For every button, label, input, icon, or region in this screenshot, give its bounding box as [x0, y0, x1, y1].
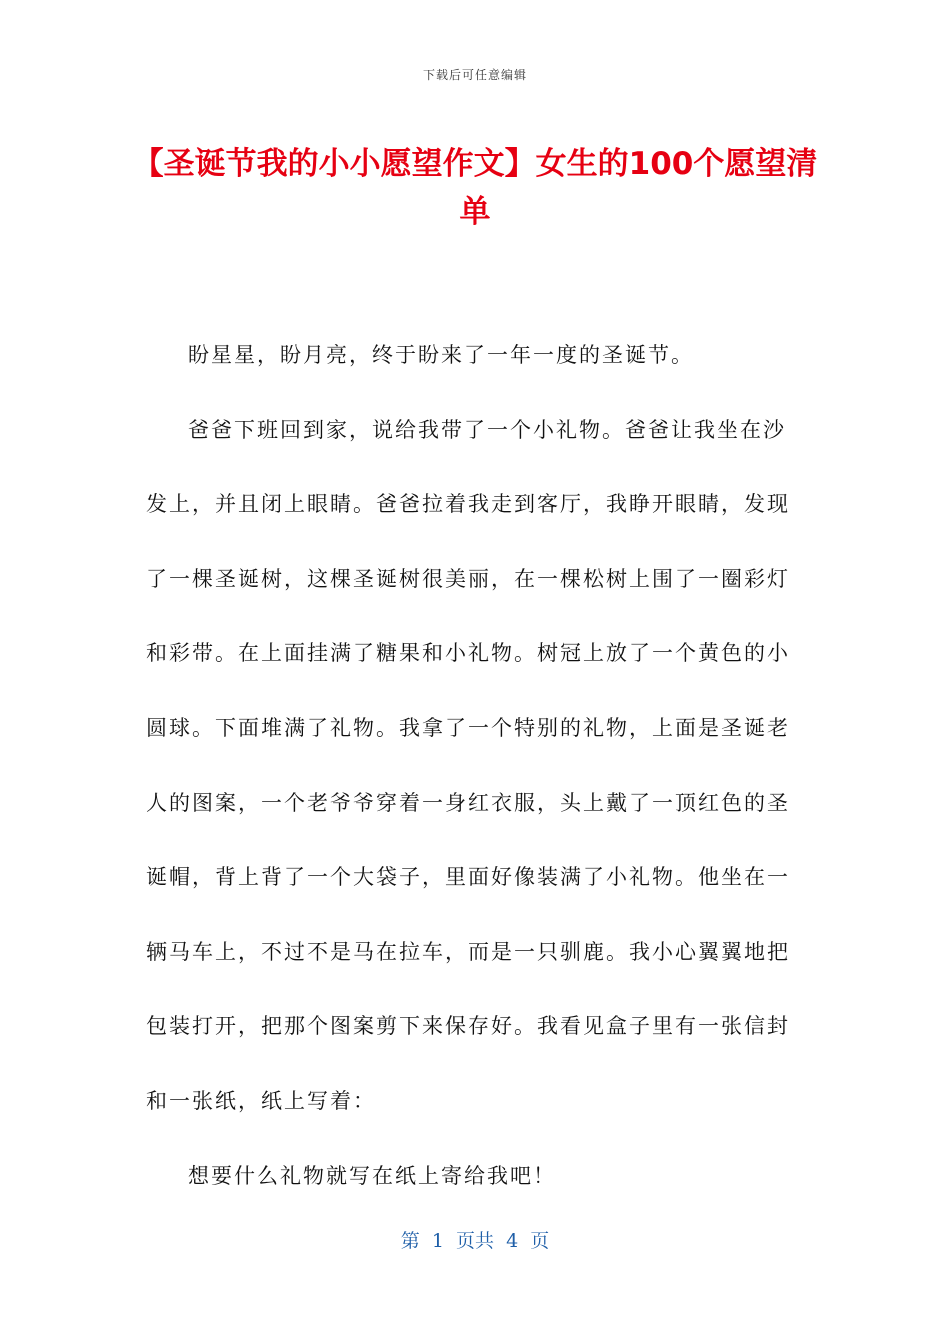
header-note: 下载后可任意编辑: [422, 68, 527, 82]
paragraph: 想要什么礼物就写在纸上寄给我吧！: [188, 1163, 556, 1188]
document-title: 【圣诞节我的小小愿望作文】女生的100个愿望清单: [132, 146, 818, 230]
document-body: [146, 318, 806, 1213]
page-number-footer: 第 1 页共 4 页: [400, 1230, 550, 1252]
paragraph: 盼星星，盼月亮，终于盼来了一年一度的圣诞节。: [188, 343, 694, 367]
paragraph: 爸爸下班回到家，说给我带了一个小礼物。爸爸让我坐在沙发上，并且闭上眼睛。爸爸拉着我走到客厅，我睁开眼睛，发现了一棵圣诞树，这棵圣诞树很美丽，在一棵松树上围了一圈彩灯和彩带。在上面挂满了糖果和小礼物。树冠上放了一个黄色的小圆球。下面堆满了礼物。我拿了一个特别的礼物，上面是圣诞老人的图案，一个老爷爷穿着一身红衣服，头上戴了一顶红色的圣诞帽，背上背了一个大袋子，里面好像装满了小礼物。他坐在一辆马车上，不过不是马在拉车，而是一只驯鹿。我小心翼翼地把包装打开，把那个图案剪下来保存好。我看见盒子里有一张信封和一张纸，纸上写着：: [146, 417, 790, 1113]
